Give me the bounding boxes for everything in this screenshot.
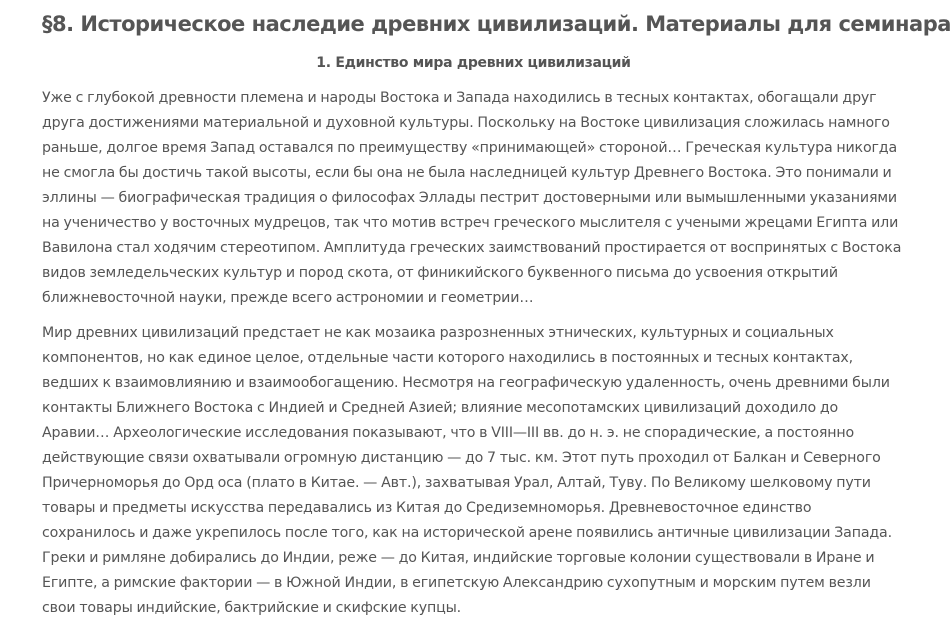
page-title: §8. Историческое наследие древних цивилизаций. Материалы для семинара	[42, 12, 951, 36]
paragraph-2: Мир древних цивилизаций предстает не как мозаика разрозненных этнических, культурных и социальных компонентов, но как единое целое, отдельные части которого находились в постоянных и тесных контактах, ведших к взаимовлиянию и взаимообогащению. Несмотря на географическую удаленность, очень древними были контакты Ближнего Востока с Индией и Средней Азией; влияние месопотамских цивилизаций доходило до Аравии… Археологические исследования показывают, что в VIII—III вв. до н. э. не спорадические, а постоянно действующие связи охватывали огромную дистанцию — до 7 тыс. км. Этот путь проходил от Балкан и Северного Причерноморья до Орд оса (плато в Китае. — Авт.), захватывая Урал, Алтай, Туву. По Великому шелковому пути товары и предметы искусства передавались из Китая до Средиземноморья. Древневосточное единство сохранилось и даже укрепилось после того, как на исторической арене появились античные цивилизации Запада. Греки и римляне добирались до Индии, реже — до Китая, индийские торговые колонии существовали в Иране и Египте, а римские фактории — в Южной Индии, в египетскую Александрию сухопутным и морским путем везли свои товары индийские, бактрийские и скифские купцы.	[42, 325, 892, 616]
section-heading: 1. Единство мира древних цивилизаций	[316, 55, 631, 71]
paragraph-1: Уже с глубокой древности племена и народы Востока и Запада находились в тесных контактах, обогащали друг друга достижениями материальной и духовной культуры. Поскольку на Востоке цивилизация сложилась намного раньше, долгое время Запад оставался по преимуществу «принимающей» стороной… Греческая культура никогда не смогла бы достичь такой высоты, если бы она не была наследницей культур Древнего Востока. Это понимали и эллины — биографическая традиция о философах Эллады пестрит достоверными или вымышленными указаниями на ученичество у восточных мудрецов, так что мотив встреч греческого мыслителя с учеными жрецами Египта или Вавилона стал ходячим стереотипом. Амплитуда греческих заимствований простирается от воспринятых с Востока видов земледельческих культур и пород скота, от финикийского буквенного письма до усвоения открытий ближневосточной науки, прежде всего астрономии и геометрии…	[42, 90, 902, 306]
